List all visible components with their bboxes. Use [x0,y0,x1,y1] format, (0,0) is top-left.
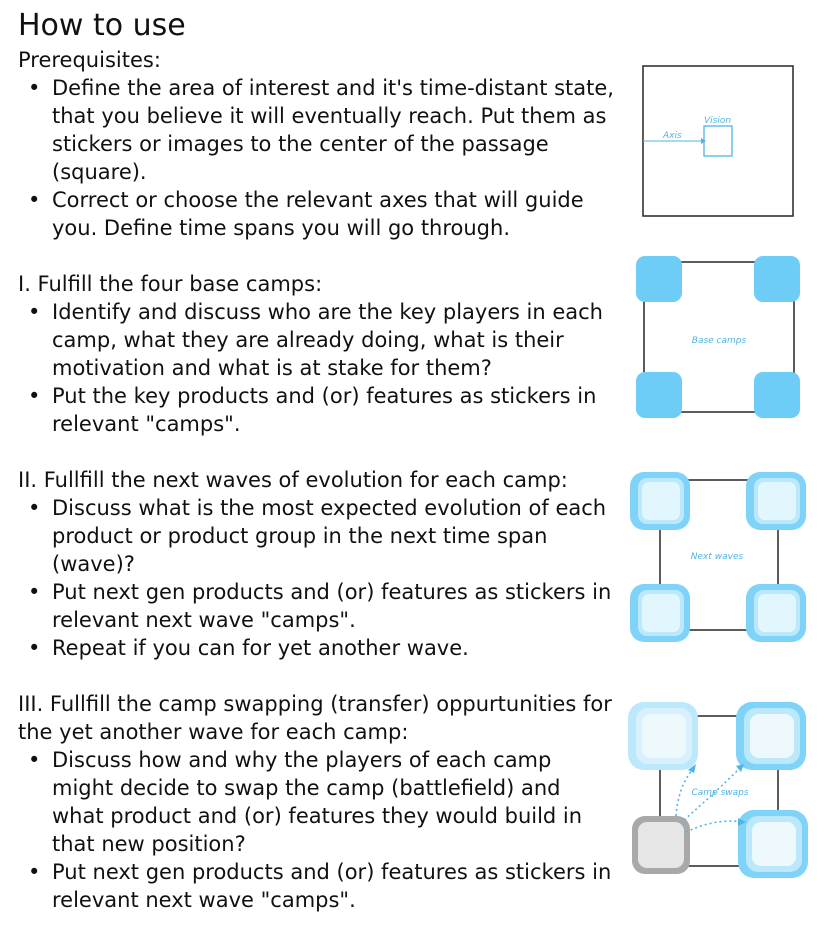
camp-swaps-label: Camp swaps [691,788,749,798]
list-item: • Put the key products and (or) features as stickers in relevant "camps". [18,382,618,438]
swap-camp-bottom-right [738,810,808,878]
wave-camp-bottom-left [630,584,690,642]
bullet-list [18,746,618,914]
section-heading: II. Fullfill the next waves of evolution for each camp: [18,468,568,492]
list-item: • Discuss how and why the players of each camp might decide to swap the camp (battlefield) and what product and (or) features they would build in that new position? [18,746,618,858]
base-camp-top-right [754,256,800,302]
section-base-camps [18,270,618,438]
wave-camp-top-left [630,472,690,530]
section-camp-swapping [18,690,618,914]
list-item: • Define the area of interest and it's time-distant state, that you believe it will eventually reach. Put them as stickers or images to the center of the passage (square). [18,74,618,186]
section-heading: III. Fullfill the camp swapping (transfer) oppurtunities for the yet another wave for each camp: [18,692,612,744]
list-item: • Correct or choose the relevant axes that will guide you. Define time spans you will go through. [18,186,618,242]
section-heading: Prerequisites: [18,48,161,72]
swap-arrowhead-up-right [736,764,744,772]
base-camp-bottom-right [754,372,800,418]
axis-label: Axis [663,131,682,141]
section-heading: I. Fulfill the four base camps: [18,272,323,296]
swap-arrow-up-left [676,770,692,816]
vision-label: Vision [704,116,732,126]
instructions [18,46,618,914]
diagram-base-camps [630,252,806,420]
wave-camp-bottom-right [746,584,806,642]
bullet-list [18,74,618,242]
list-item: • Identify and discuss who are the key players in each camp, what they are already doing, what is their motivation and what is at stake for them? [18,298,618,382]
page-title: How to use [18,8,186,43]
swap-camp-top-right [736,702,806,770]
swap-arrow-right [686,821,742,832]
base-camps-label: Base camps [691,336,747,346]
bullet-list [18,298,618,438]
base-camp-bottom-left [636,372,682,418]
section-prerequisites [18,46,618,242]
vision-square [704,126,732,156]
diagram-camp-swaps [626,698,810,884]
diagram-vision [638,62,798,220]
list-item: • Repeat if you can for yet another wave. [18,634,618,662]
next-waves-label: Next waves [690,552,744,562]
wave-camp-top-right [746,472,806,530]
diagram-next-waves [626,468,810,646]
list-item: • Put next gen products and (or) features as stickers in relevant next wave "camps". [18,578,618,634]
bullet-list [18,494,618,662]
swap-camp-top-left [628,702,698,770]
base-camp-top-left [636,256,682,302]
section-next-waves [18,466,618,662]
list-item: • Put next gen products and (or) features as stickers in relevant next wave "camps". [18,858,618,914]
list-item: • Discuss what is the most expected evolution of each product or product group in the next time span (wave)? [18,494,618,578]
swap-camp-bottom-left-grey [632,816,690,874]
